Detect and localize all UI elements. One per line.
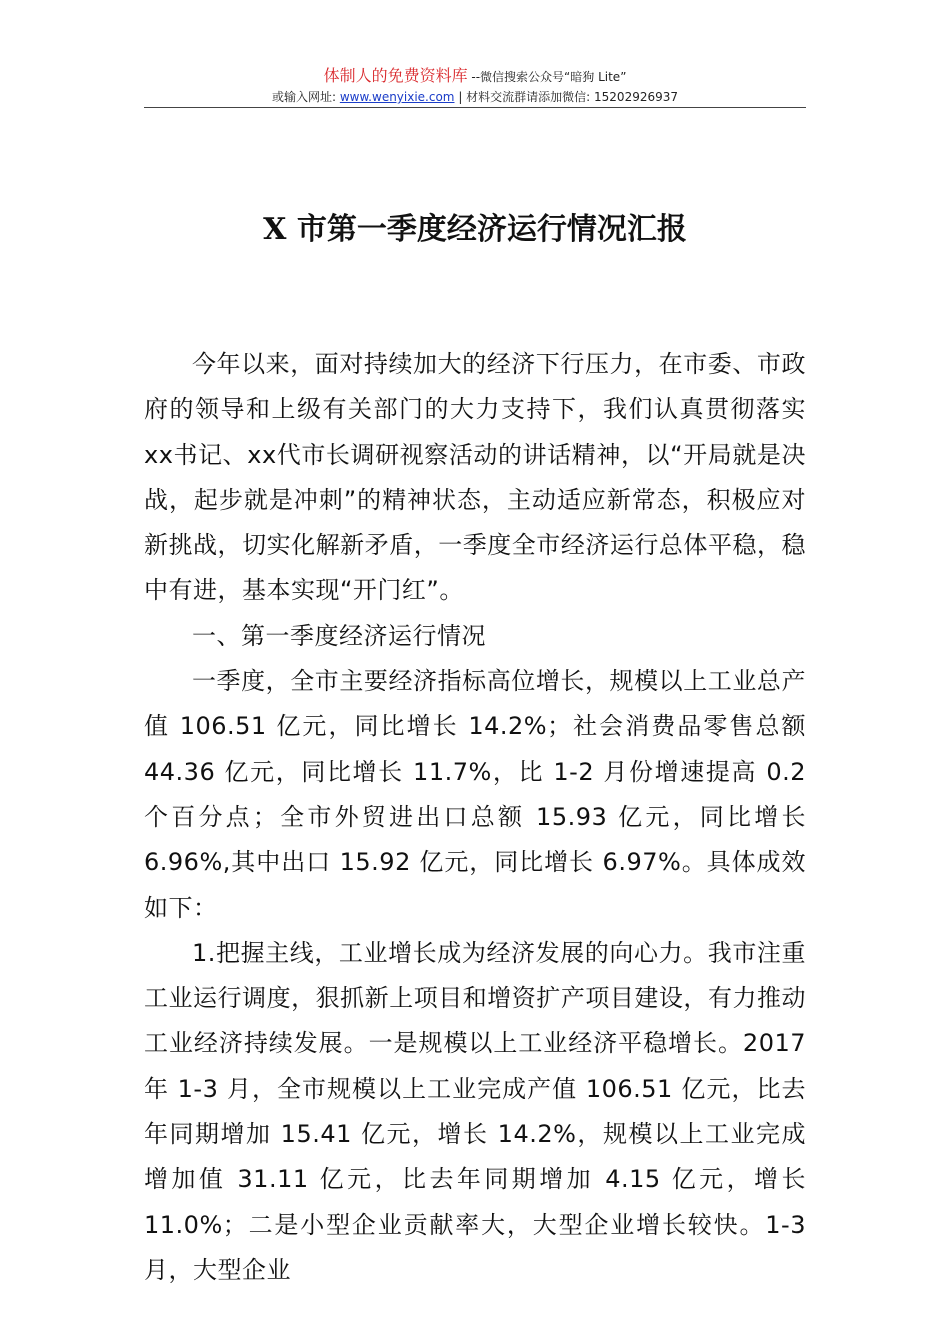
industry-paragraph: 1.把握主线，工业增长成为经济发展的向心力。我市注重工业运行调度，狠抓新上项目和增资扩产项目建设，有力推动工业经济持续发展。一是规模以上工业经济平稳增长。2017 年 1-3 月，全市规模以上工业完成产值 106.51 亿元，比去年同期增加 15.41 亿元，增长 14.2%，规模以上工业完成增加值 31.11 亿元，比去年同期增加 4.15 亿元，增长 11.0%；二是小型企业贡献率大，大型企业增长较快。1-3 月，大型企业 (144, 938, 806, 1284)
header-banner (0, 66, 950, 87)
website-link[interactable]: www.wenyixie.com (339, 90, 455, 104)
wechat-slogan: --微信搜索公众号“暗狗 Lite” (467, 70, 627, 84)
header-divider (144, 107, 806, 108)
section-heading: 一、第一季度经济运行情况 (192, 621, 486, 650)
page-header (0, 66, 950, 106)
document-title: X 市第一季度经济运行情况汇报 (263, 212, 687, 248)
intro-paragraph: 今年以来，面对持续加大的经济下行压力，在市委、市政府的领导和上级有关部门的大力支持下，我们认真贯彻落实xx书记、xx代市长调研视察活动的讲话精神，以“开局就是决战，起步就是冲刺”的精神状态，主动适应新常态，积极应对新挑战，切实化解新矛盾，一季度全市经济运行总体平稳，稳中有进，基本实现“开门红”。 (144, 350, 806, 605)
header-contact (0, 88, 950, 106)
url-prefix: 或输入网址: (271, 90, 340, 104)
brand-name: 体制人的免费资料库 (323, 66, 468, 85)
document-body (144, 342, 806, 1293)
contact-info: | 材料交流群请添加微信: 15202926937 (454, 90, 679, 104)
summary-paragraph: 一季度，全市主要经济指标高位增长，规模以上工业总产值 106.51 亿元，同比增长 14.2%；社会消费品零售总额44.36 亿元，同比增长 11.7%，比 1-2 月份增速提高 0.2 个百分点；全市外贸进出口总额 15.93 亿元，同比增长 6.96%,其中出口 15.92 亿元，同比增长 6.97%。具体成效如下： (144, 667, 806, 922)
